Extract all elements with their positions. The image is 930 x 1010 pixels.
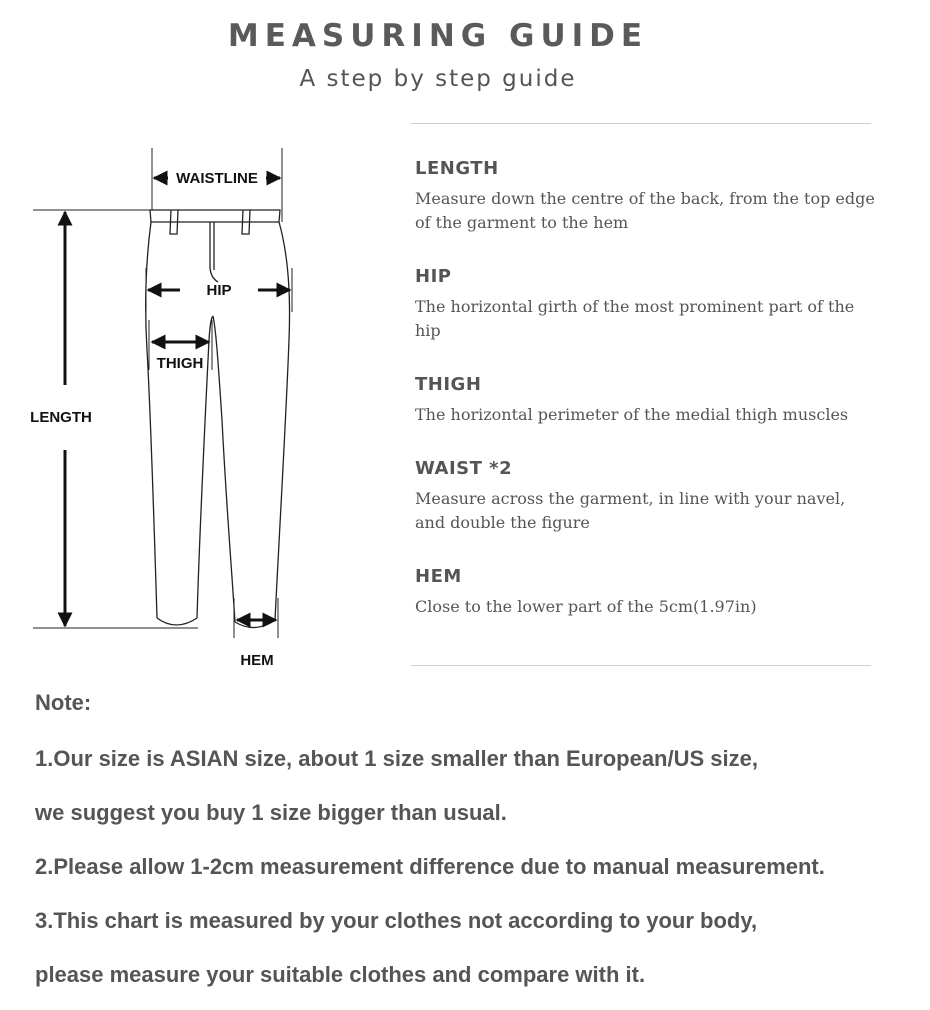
note-line: we suggest you buy 1 size bigger than usual. bbox=[35, 800, 507, 825]
trousers-diagram-svg bbox=[0, 140, 400, 680]
notes-heading: Note: bbox=[35, 690, 92, 715]
note-line: 3.This chart is measured by your clothes not according to your body, bbox=[35, 908, 758, 933]
note-line: 1.Our size is ASIAN size, about 1 size smaller than European/US size, bbox=[35, 746, 758, 771]
definition-text: Measure across the garment, in line with your navel, and double the figure bbox=[415, 489, 846, 532]
definition-term: WAIST *2 bbox=[415, 458, 513, 479]
definition-term: HIP bbox=[415, 266, 452, 287]
waistline-label: WAISTLINE bbox=[176, 170, 258, 187]
definition-length bbox=[415, 158, 875, 235]
page-title: MEASURING GUIDE bbox=[227, 18, 649, 54]
definition-text: Close to the lower part of the 5cm(1.97in) bbox=[415, 597, 757, 616]
trousers-outline bbox=[146, 210, 290, 628]
note-line: 2.Please allow 1-2cm measurement difference due to manual measurement. bbox=[35, 854, 825, 879]
definition-waist bbox=[415, 458, 875, 535]
hem-label: HEM bbox=[240, 652, 274, 669]
page-subtitle: A step by step guide bbox=[299, 66, 577, 92]
length-label: LENGTH bbox=[30, 409, 92, 426]
definition-text: The horizontal girth of the most prominent part of the hip bbox=[415, 297, 855, 340]
note-line: please measure your suitable clothes and compare with it. bbox=[35, 962, 646, 987]
trousers-diagram bbox=[0, 140, 400, 680]
definition-term: THIGH bbox=[415, 374, 482, 395]
definition-text: The horizontal perimeter of the medial thigh muscles bbox=[415, 405, 849, 424]
thigh-label: THIGH bbox=[156, 355, 204, 372]
divider-bottom bbox=[411, 665, 871, 666]
definition-text: Measure down the centre of the back, from the top edge of the garment to the hem bbox=[415, 189, 875, 232]
definition-thigh bbox=[415, 374, 875, 427]
definition-hip bbox=[415, 266, 875, 343]
definition-term: LENGTH bbox=[415, 158, 499, 179]
definition-term: HEM bbox=[415, 566, 462, 587]
divider-top bbox=[411, 123, 871, 124]
hip-label: HIP bbox=[206, 282, 232, 299]
definition-hem bbox=[415, 566, 875, 619]
